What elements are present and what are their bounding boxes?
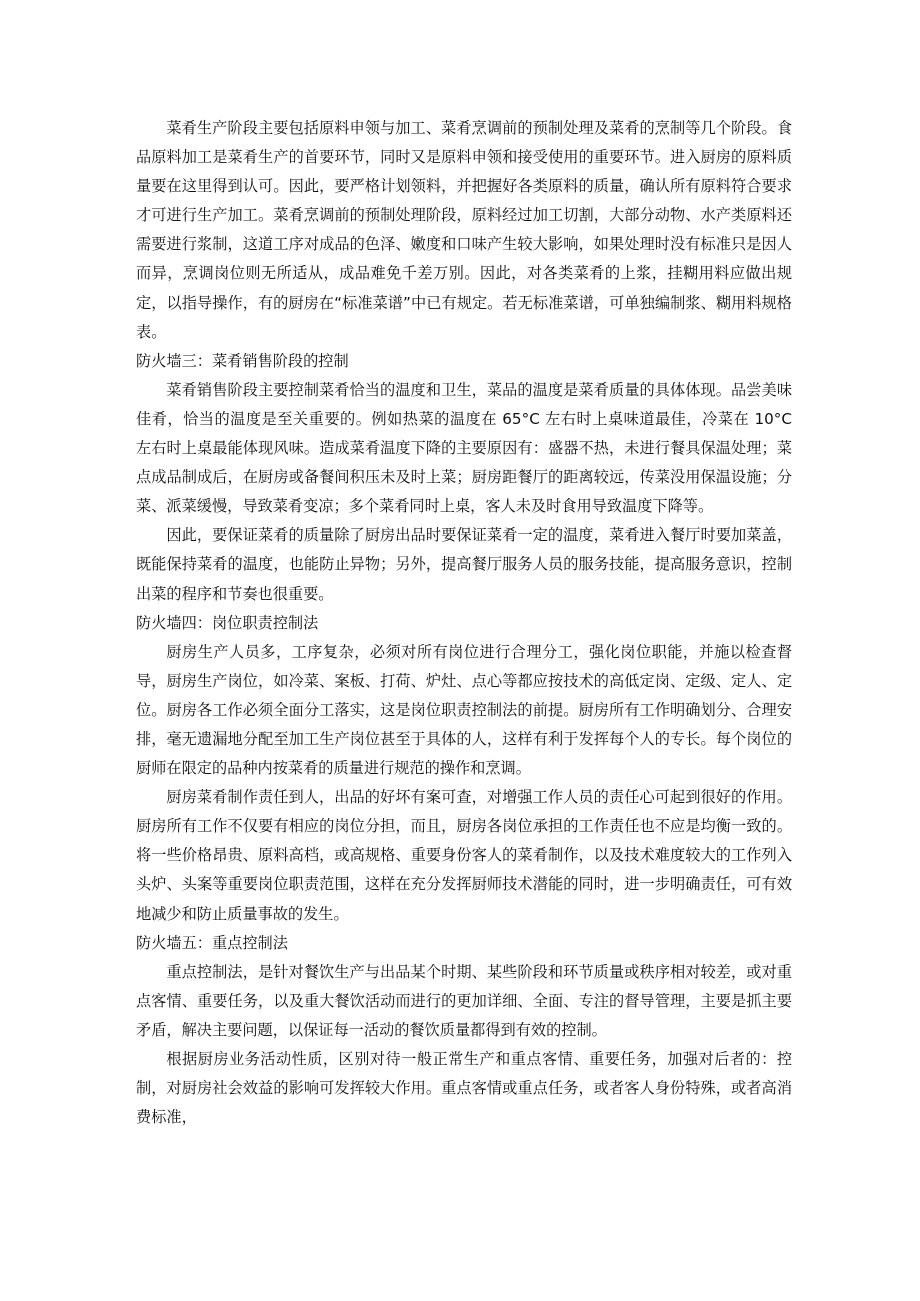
heading-firewall-four: 防火墙四：岗位职责控制法	[136, 613, 319, 632]
paragraph-post-responsibility-accountability: 厨房菜肴制作责任到人，出品的好坏有案可查，对增强工作人员的责任心可起到很好的作用。厨房所有工作不仅要有相应的岗位分担，而且，厨房各岗位承担的工作责任也不应是均衡一致的。将一些价格昂贵、原料高档，或高规格、重要身份客人的菜肴制作，以及技术难度较大的工作列入头炉、头案等重要岗位职责范围，这样在充分发挥厨师技术潜能的同时，进一步明确责任，可有效地减少和防止质量事故的发生。	[136, 788, 792, 923]
heading-firewall-five: 防火墙五：重点控制法	[136, 933, 288, 952]
heading-firewall-three: 防火墙三：菜肴销售阶段的控制	[136, 351, 349, 370]
paragraph-dish-production-stage: 菜肴生产阶段主要包括原料申领与加工、菜肴烹调前的预制处理及菜肴的烹制等几个阶段。食品原料加工是菜肴生产的首要环节，同时又是原料申领和接受使用的重要环节。进入厨房的原料质量要在这里得到认可。因此，要严格计划领料，并把握好各类原料的质量，确认所有原料符合要求才可进行生产加工。菜肴烹调前的预制处理阶段，原料经过加工切割，大部分动物、水产类原料还需要进行浆制，这道工序对成品的色泽、嫩度和口味产生较大影响，如果处理时没有标准只是因人而异，烹调岗位则无所适从，成品难免千差万别。因此，对各类菜肴的上浆，挂糊用料应做出规定，以指导操作，有的厨房在“标准菜谱”中已有规定。若无标准菜谱，可单独编制浆、糊用料规格表。	[136, 119, 792, 341]
document-page	[136, 114, 792, 1132]
paragraph-post-responsibility-division: 厨房生产人员多，工序复杂，必须对所有岗位进行合理分工，强化岗位职能，并施以检查督导，厨房生产岗位，如冷菜、案板、打荷、炉灶、点心等都应按技术的高低定岗、定级、定人、定位。厨房各工作必须全面分工落实，这是岗位职责控制法的前提。厨房所有工作明确划分、合理安排，毫无遗漏地分配至加工生产岗位甚至于具体的人，这样有利于发挥每个人的专长。每个岗位的厨师在限定的品种内按菜肴的质量进行规范的操作和烹调。	[136, 642, 792, 778]
paragraph-sales-stage-measures: 因此，要保证菜肴的质量除了厨房出品时要保证菜肴一定的温度，菜肴进入餐厅时要加菜盖，既能保持菜肴的温度，也能防止异物；另外，提高餐厅服务人员的服务技能，提高服务意识，控制出菜的程序和节奏也很重要。	[136, 526, 792, 603]
paragraph-key-control-application: 根据厨房业务活动性质，区别对待一般正常生产和重点客情、重要任务，加强对后者的：控制，对厨房社会效益的影响可发挥较大作用。重点客情或重点任务，或者客人身份特殊，或者高消费标准，	[136, 1050, 792, 1127]
paragraph-key-control-definition: 重点控制法，是针对餐饮生产与出品某个时期、某些阶段和环节质量或秩序相对较差，或对重点客情、重要任务，以及重大餐饮活动而进行的更加详细、全面、专注的督导管理，主要是抓主要矛盾，解决主要问题，以保证每一活动的餐饮质量都得到有效的控制。	[136, 962, 792, 1039]
paragraph-sales-stage-temperature: 菜肴销售阶段主要控制菜肴恰当的温度和卫生，菜品的温度是菜肴质量的具体体现。品尝美味佳肴，恰当的温度是至关重要的。例如热菜的温度在 65°C 左右时上桌味道最佳，冷菜在 10°C 左右时上桌最能体现风味。造成菜肴温度下降的主要原因有：盛器不热，未进行餐具保温处理；菜点成品制成后，在厨房或备餐间积压未及时上菜；厨房距餐厅的距离较远，传菜没用保温设施；分菜、派菜缓慢，导致菜肴变凉；多个菜肴同时上桌，客人未及时食用导致温度下降等。	[136, 380, 792, 516]
